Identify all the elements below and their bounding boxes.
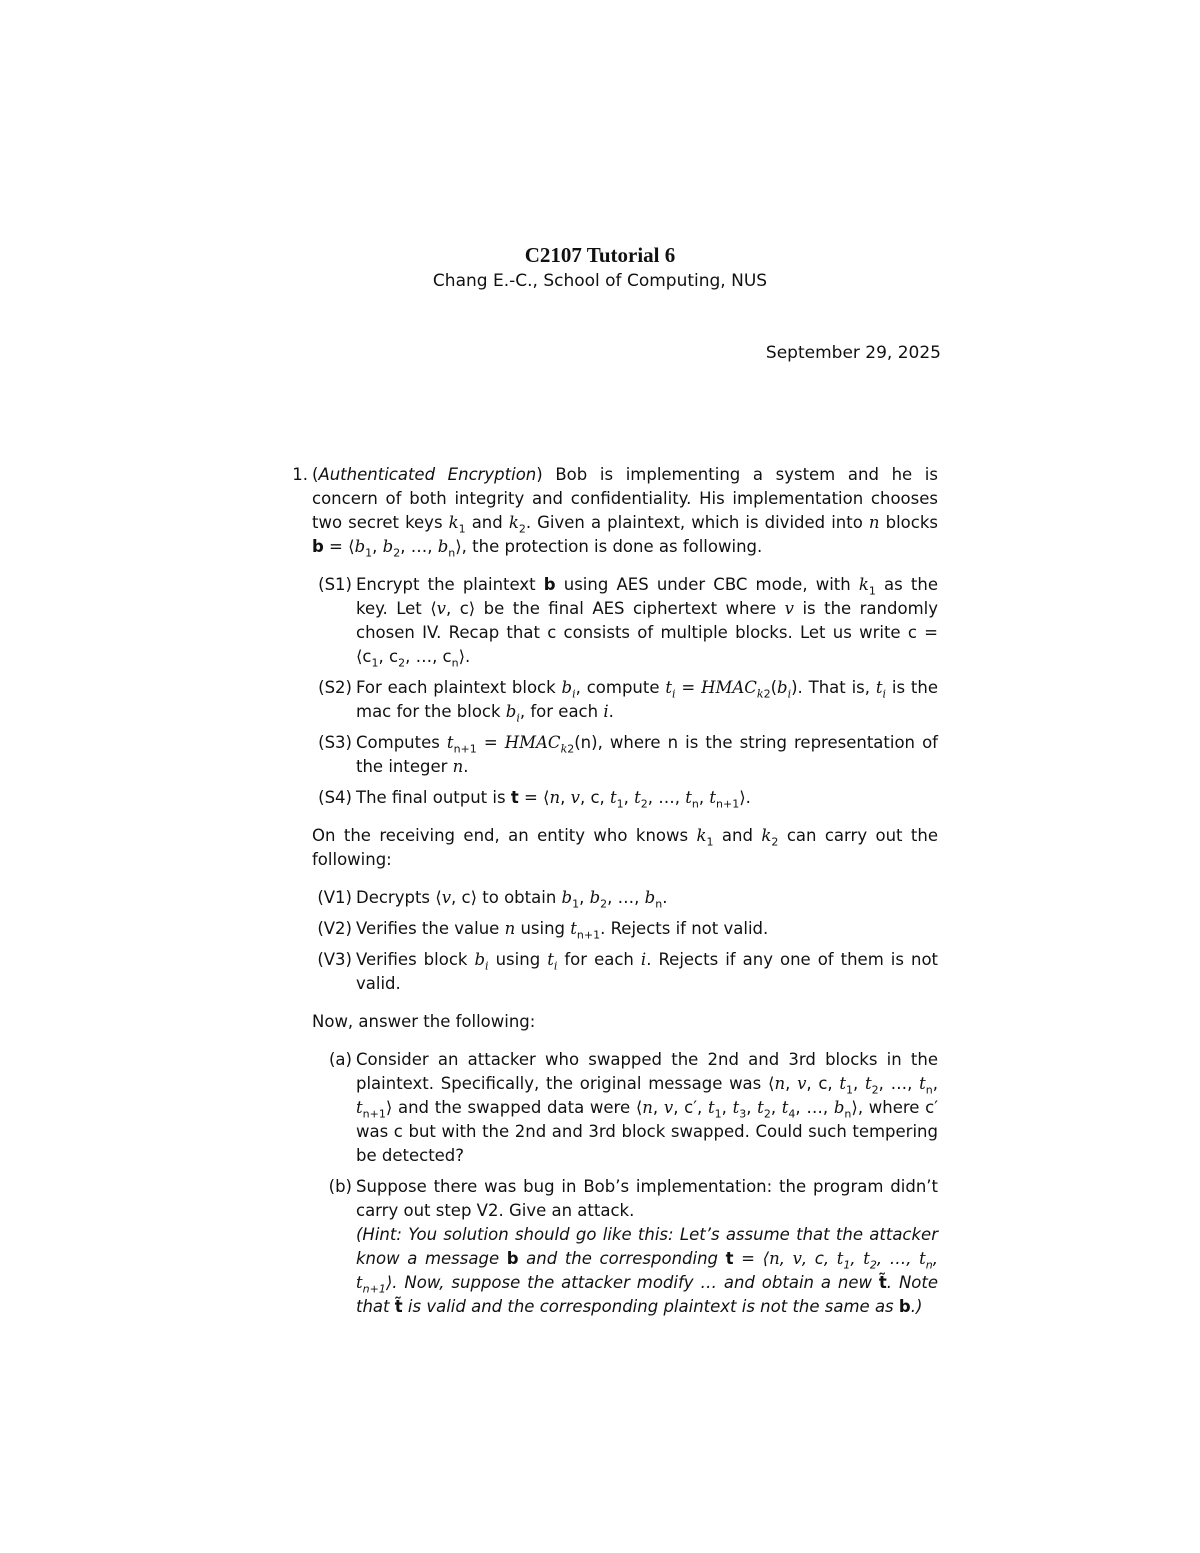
step-s4: (S4) The final output is t = ⟨n, v, c, $t_1$, $t_2$, …, $t_n$, $t_{n+1}⟩$.: [318, 788, 751, 811]
step-s1: (S1) Encrypt the plaintext b using AES under CBC mode, with $k_1$ as the key. Let ⟨v, c⟩ be the final AES ciphertext where v is the randomly chosen IV. Recap that c consists of multiple blocks. Let us write $c = ⟨c_1$, $c_2$, …, $c_n⟩$.: [318, 575, 938, 670]
receiving-paragraph: On the receiving end, an entity who knows $k_1$ and $k_2$ can carry out the following:: [312, 826, 939, 869]
question-intro: (Authenticated Encryption) Bob is implementing a system and he is concern of both integrity and confidentiality. His implementation chooses two secret keys $k_1$ and $k_2$. Given a plaintext, which is divided into n blocks $b = ⟨b_1$, $b_2$, …, $b_n⟩$, the protection is done as following.: [312, 465, 938, 560]
step-s3: (S3) Computes $t_{n+1}$ = $HMAC_{k2}(n)$, where n is the string representation of the integer n.: [318, 733, 938, 776]
step-s2: (S2) For each plaintext block $b_i$, compute $t_i$ = $HMAC_{k2}(b_i)$. That is, $t_i$ is the mac for the block $b_i$, for each i.: [318, 678, 939, 725]
hint: (Hint: You solution should go like this: Let’s assume that the attacker know a message b and the corresponding t = ⟨n, v, c, $t_1$, $t_2$, …, $t_n$, $t_{n+1}⟩$. Now, suppose the attacker modify … and obtain a new t̃. Note that t̃ is valid and the corresponding plaintext is not the same as b.): [356, 1225, 938, 1316]
part-b: (b) Suppose there was bug in Bob’s implementation: the program didn’t carry out step V2. Give an attack. (Hint: You solution should go like this: Let’s assume that the attacker know a message b and the corresponding t = ⟨n, v, c, $t_1$, $t_2$, …, $t_n$, $t_{n+1}⟩$. Now, suppose the attacker modify … and obtain a new t̃. Note that t̃ is valid and the corresponding plaintext is not the same as b.): [328, 1177, 938, 1316]
step-v2: (V2) Verifies the value n using $t_{n+1}$. Rejects if not valid.: [317, 919, 769, 942]
author-line: Chang E.-C., School of Computing, NUS: [432, 271, 768, 291]
question-1: [258, 463, 938, 1319]
step-v1: (V1) Decrypts ⟨v, c⟩ to obtain $b_1$, $b_2$, …, $b_n$.: [317, 888, 668, 911]
page-title: C2107 Tutorial 6: [524, 243, 676, 267]
question-parts: [312, 1048, 938, 1319]
tutorial-body: [258, 463, 938, 1333]
question-number: 1.: [292, 465, 308, 484]
part-a: (a) Consider an attacker who swapped the 2nd and 3rd blocks in the plaintext. Specifically, the original message was ⟨n, v, c, $t_1$, $t_2$, …, $t_n$, $t_{n+1}⟩$ and the swapped data were ⟨n, v, c′, $t_1$, $t_3$, $t_2$, $t_4$, …, $b_n⟩$, where c′ was c but with the 2nd and 3rd block swapped. Could such tempering be detected?: [329, 1050, 938, 1165]
answer-prompt: Now, answer the following:: [312, 1012, 536, 1031]
question-topic: Authenticated Encryption: [318, 465, 537, 484]
verification-steps: [312, 886, 938, 996]
step-v3: (V3) Verifies block $b_i$ using $t_i$ for each i. Rejects if any one of them is not valid.: [317, 950, 939, 993]
protection-steps: [312, 573, 938, 810]
date: September 29, 2025: [765, 343, 941, 363]
